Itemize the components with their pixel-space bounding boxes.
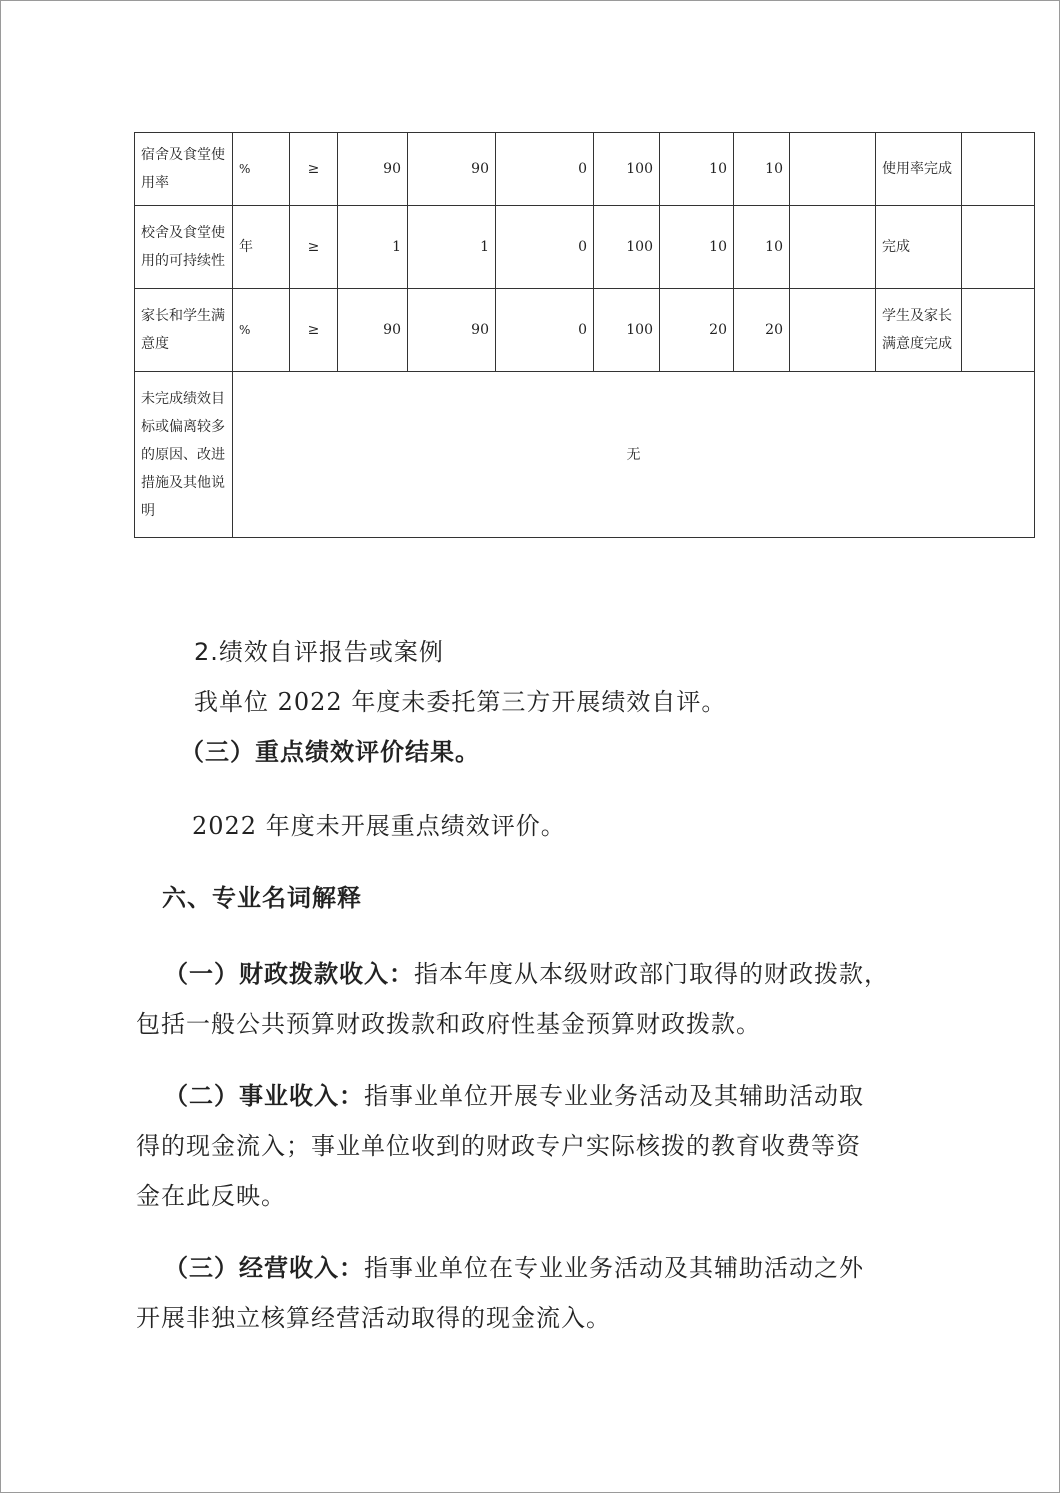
indicator-unit: %	[233, 289, 290, 372]
definition-3-line-2: 开展非独立核算经营活动取得的现金流入。	[136, 1304, 611, 1332]
weight-score: 10	[660, 133, 734, 206]
extra-cell	[962, 206, 1035, 289]
deviation-reason	[790, 289, 876, 372]
indicator-name: 家长和学生满意度	[135, 289, 233, 372]
result-note: 完成	[876, 206, 962, 289]
table-row-note	[135, 372, 1035, 538]
extra-cell	[962, 133, 1035, 206]
target-value: 90	[338, 289, 408, 372]
definition-3-term: （三）经营收入：	[164, 1253, 364, 1282]
extra-cell	[962, 289, 1035, 372]
section-2-title: 2.绩效自评报告或案例	[194, 638, 444, 666]
actual-value: 90	[408, 133, 496, 206]
completion-rate: 100	[594, 133, 660, 206]
completion-rate: 100	[594, 206, 660, 289]
score: 10	[734, 206, 790, 289]
definition-2-line-2: 得的现金流入；事业单位收到的财政专户实际核拨的教育收费等资	[136, 1132, 861, 1160]
definition-1-line-2: 包括一般公共预算财政拨款和政府性基金预算财政拨款。	[136, 1010, 761, 1038]
deviation-reason	[790, 133, 876, 206]
section-6-title: 六、专业名词解释	[162, 884, 362, 912]
note-value: 无	[233, 372, 1035, 538]
indicator-unit: %	[233, 133, 290, 206]
table-row	[135, 133, 1035, 206]
indicator-operator: ≥	[290, 133, 338, 206]
section-2-body: 我单位 2022 年度未委托第三方开展绩效自评。	[194, 688, 727, 716]
result-note: 学生及家长满意度完成	[876, 289, 962, 372]
completion-rate: 100	[594, 289, 660, 372]
indicator-name: 宿舍及食堂使用率	[135, 133, 233, 206]
weight-score: 10	[660, 206, 734, 289]
definition-2-term: （二）事业收入：	[164, 1081, 364, 1110]
deviation-reason	[790, 206, 876, 289]
indicator-name: 校舍及食堂使用的可持续性	[135, 206, 233, 289]
target-value: 90	[338, 133, 408, 206]
score: 20	[734, 289, 790, 372]
indicator-operator: ≥	[290, 289, 338, 372]
definition-1-text: 指本年度从本级财政部门取得的财政拨款，	[414, 960, 889, 988]
table-row	[135, 289, 1035, 372]
definition-2-text: 指事业单位开展专业业务活动及其辅助活动取	[364, 1082, 864, 1110]
performance-table	[134, 132, 1035, 538]
score: 10	[734, 133, 790, 206]
section-3-body: 2022 年度未开展重点绩效评价。	[192, 812, 566, 840]
section-3-title: （三）重点绩效评价结果。	[180, 737, 480, 766]
result-note: 使用率完成	[876, 133, 962, 206]
weight-score: 20	[660, 289, 734, 372]
definition-1-line-1	[164, 954, 889, 989]
actual-value: 90	[408, 289, 496, 372]
target-value: 1	[338, 206, 408, 289]
definition-2-line-3: 金在此反映。	[136, 1182, 286, 1210]
actual-value: 1	[408, 206, 496, 289]
definition-3-line-1	[164, 1248, 864, 1283]
deviation-value: 0	[496, 289, 594, 372]
definition-3-text: 指事业单位在专业业务活动及其辅助活动之外	[364, 1254, 864, 1282]
indicator-unit: 年	[233, 206, 290, 289]
definition-1-term: （一）财政拨款收入：	[164, 959, 414, 988]
note-label: 未完成绩效目标或偏离较多的原因、改进措施及其他说明	[135, 372, 233, 538]
deviation-value: 0	[496, 206, 594, 289]
table-row	[135, 206, 1035, 289]
indicator-operator: ≥	[290, 206, 338, 289]
definition-2-line-1	[164, 1076, 864, 1111]
deviation-value: 0	[496, 133, 594, 206]
